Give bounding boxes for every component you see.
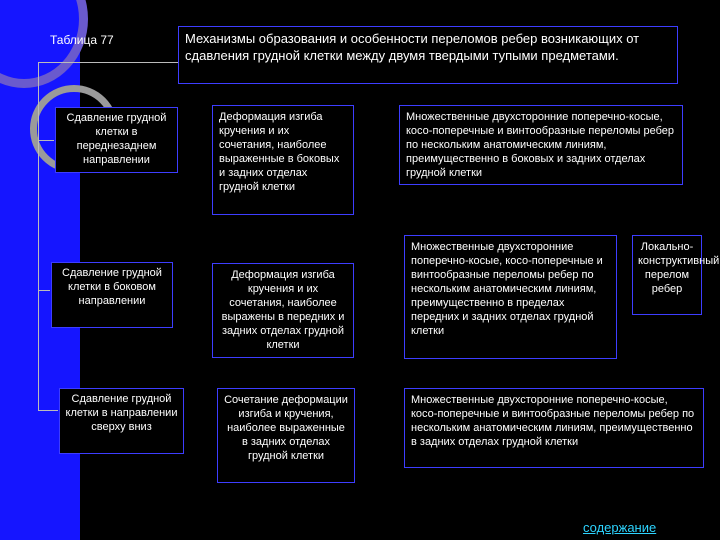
fractures-box-anteroposterior: Множественные двухсторонние поперечно-косые, косо-поперечные и винтообразные переломы ребер по нескольким анатомическим линиям, преимущественно в боковых и задних отделах грудной клетки bbox=[399, 105, 683, 185]
extra-box-local-fracture: Локально-конструктивный перелом ребер bbox=[632, 235, 702, 315]
cause-box-top-down: Сдавление грудной клетки в направлении сверху вниз bbox=[59, 388, 184, 454]
fractures-box-lateral: Множественные двухсторонние поперечно-косые, косо-поперечные и винтообразные переломы ребер по нескольким анатомическим линиям, преимущественно в пределах передних и задних отделах грудной клетки bbox=[404, 235, 617, 359]
connector-row1 bbox=[38, 140, 54, 141]
connector-title bbox=[38, 62, 178, 63]
connector-vertical bbox=[38, 62, 39, 410]
deformation-box-lateral: Деформация изгиба кручения и их сочетания, наиболее выражены в передних и задних отделах грудной клетки bbox=[212, 263, 354, 358]
contents-link[interactable]: содержание bbox=[583, 520, 657, 535]
connector-row3 bbox=[38, 410, 58, 411]
cause-box-anteroposterior: Сдавление грудной клетки в переднезаднем направлении bbox=[55, 107, 178, 173]
deformation-box-top-down: Сочетание деформации изгиба и кручения, наиболее выраженные в задних отделах грудной клетки bbox=[217, 388, 355, 483]
fractures-box-top-down: Множественные двухсторонние поперечно-косые, косо-поперечные и винтообразные переломы ребер по нескольким анатомическим линиям, преимущественно в задних отделах грудной клетки bbox=[404, 388, 704, 468]
cause-box-lateral: Сдавление грудной клетки в боковом направлении bbox=[51, 262, 173, 328]
diagram-title: Механизмы образования и особенности переломов ребер возникающих от сдавления грудной клетки между двумя твердыми тупыми предметами. bbox=[178, 26, 678, 84]
deformation-box-anteroposterior: Деформация изгиба кручения и их сочетания, наиболее выраженные в боковых и задних отделах грудной клетки bbox=[212, 105, 354, 215]
connector-row2 bbox=[38, 290, 50, 291]
table-label: Таблица 77 bbox=[50, 33, 114, 47]
